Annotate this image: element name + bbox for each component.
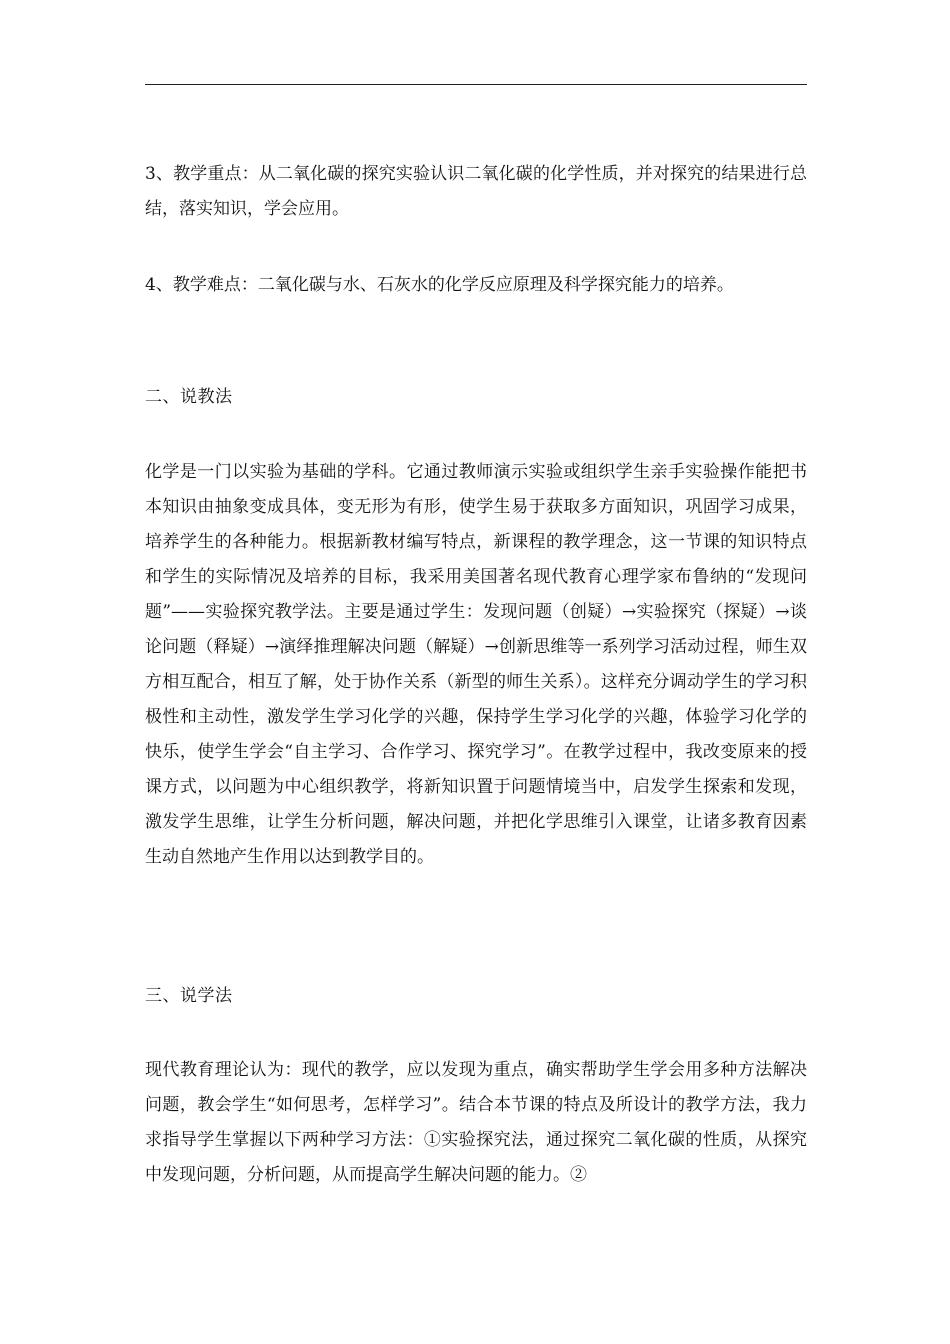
study-method-paragraph: 现代教育理论认为：现代的教学，应以发现为重点，确实帮助学生学会用多种方法解决问题，教会学生“如何思考，怎样学习”。结合本节课的特点及所设计的教学方法，我力求指导学生掌握以下两种学习方法：①实验探究法，通过探究二氧化碳的性质，从探究中发现问题，分析问题，从而提高学生解决问题的能力。②: [145, 1060, 807, 1185]
section-heading-teaching-method: 二、说教法: [145, 387, 233, 407]
header-rule: [145, 84, 807, 85]
section-heading-study-method: 三、说学法: [145, 986, 233, 1006]
teaching-method-paragraph: 化学是一门以实验为基础的学科。它通过教师演示实验或组织学生亲手实验操作能把书本知识由抽象变成具体，变无形为有形，使学生易于获取多方面知识，巩固学习成果，培养学生的各种能力。根据新教材编写特点，新课程的教学理念，这一节课的知识特点和学生的实际情况及培养的目标，我采用美国著名现代教育心理学家布鲁纳的“发现问题”——实验探究教学法。主要是通过学生：发现问题（创疑）→实验探究（探疑）→谈论问题（释疑）→演绎推理解决问题（解疑）→创新思维等一系列学习活动过程，师生双方相互配合，相互了解，处于协作关系（新型的师生关系）。这样充分调动学生的学习积极性和主动性，激发学生学习化学的兴趣，保持学生学习化学的兴趣，体验学习化学的快乐，使学生学会“自主学习、合作学习、探究学习”。在教学过程中，我改变原来的授课方式，以问题为中心组织教学，将新知识置于问题情境当中，启发学生探索和发现，激发学生思维，让学生分析问题，解决问题，并把化学思维引入课堂，让诸多教育因素生动自然地产生作用以达到教学目的。: [145, 462, 807, 867]
teaching-focus-paragraph: 3、教学重点：从二氧化碳的探究实验认识二氧化碳的化学性质，并对探究的结果进行总结，落实知识，学会应用。: [145, 164, 807, 219]
teaching-difficulty-paragraph: 4、教学难点：二氧化碳与水、石灰水的化学反应原理及科学探究能力的培养。: [145, 275, 734, 295]
